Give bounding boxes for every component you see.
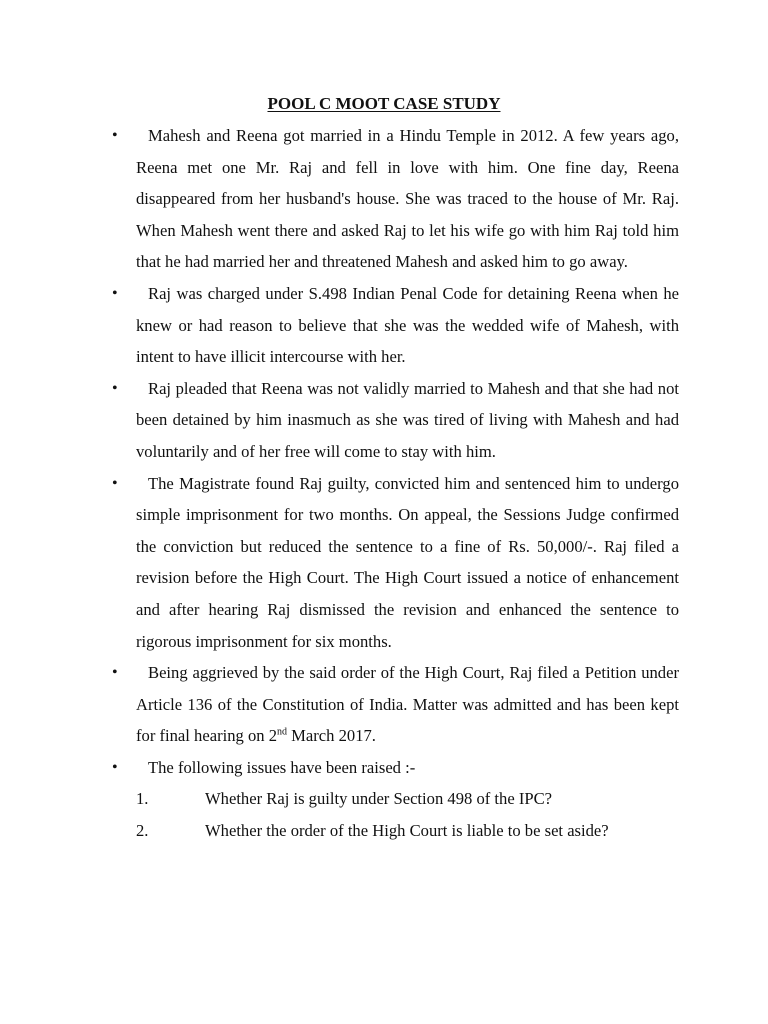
- list-item-text: The Magistrate found Raj guilty, convicted him and sentenced him to undergo simple imprisonment for two months. On appeal, the Sessions Judge confirmed the conviction but reduced the sentence to a fine of Rs. 50,000/-. Raj filed a revision before the High Court. The High Court issued a notice of enhancement and after hearing Raj dismissed the revision and enhanced the sentence to rigorous imprisonment for six months.: [136, 473, 679, 651]
- list-item: [0, 278, 768, 373]
- issue-number: 1.: [136, 789, 149, 809]
- list-item-text: [136, 657, 679, 752]
- list-item-text: The following issues have been raised :-: [148, 757, 416, 777]
- issue-text: Whether the order of the High Court is liable to be set aside?: [205, 821, 609, 841]
- issues-list: [0, 783, 768, 846]
- list-item: [0, 120, 768, 278]
- list-item: [0, 373, 768, 468]
- list-item: [0, 468, 768, 658]
- bullet-icon: •: [112, 474, 118, 492]
- case-facts-list: [0, 120, 768, 847]
- list-item-text: Mahesh and Reena got married in a Hindu Temple in 2012. A few years ago, Reena met one Mr. Raj and fell in love with him. One fine day, Reena disappeared from her husband's house. She was traced to the house of Mr. Raj. When Mahesh went there and asked Raj to let his wife go with him Raj told him that he had married her and threatened Mahesh and asked him to go away.: [136, 126, 679, 272]
- issue-text: Whether Raj is guilty under Section 498 of the IPC?: [205, 789, 553, 809]
- bullet-icon: •: [112, 127, 118, 144]
- list-item: [0, 657, 768, 752]
- list-item: [0, 752, 768, 784]
- document-title: POOL C MOOT CASE STUDY: [267, 94, 501, 113]
- bullet-icon: •: [112, 664, 118, 682]
- hearing-text: Being aggrieved by the said order of the High Court, Raj filed a Petition under Article 136 of the Constitution of India. Matter was admitted and has been kept for final hearing on 2: [136, 663, 679, 746]
- issue-number: 2.: [136, 821, 149, 841]
- issue-row: [0, 815, 768, 847]
- list-item-text: Raj was charged under S.498 Indian Penal Code for detaining Reena when he knew or had reason to believe that she was the wedded wife of Mahesh, with intent to have illicit intercourse with her.: [136, 283, 679, 367]
- list-item-text: Raj pleaded that Reena was not validly married to Mahesh and that she had not been detained by him inasmuch as she was tired of living with Mahesh and had voluntarily and of her free will come to stay with him.: [136, 378, 679, 461]
- bullet-icon: •: [112, 758, 118, 776]
- date-ordinal-suffix: nd: [277, 726, 287, 738]
- hearing-date-text: March 2017.: [287, 726, 376, 746]
- issue-row: [0, 783, 768, 815]
- bullet-icon: •: [112, 284, 118, 302]
- bullet-icon: •: [112, 379, 118, 397]
